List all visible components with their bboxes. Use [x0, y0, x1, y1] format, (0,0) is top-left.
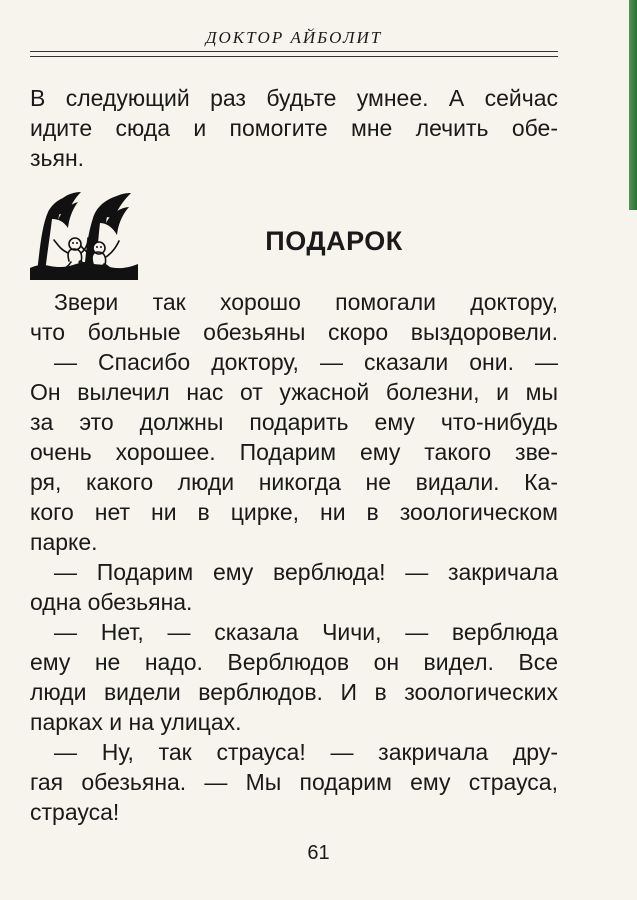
- text-line: очень хорошее. Подарим ему такого зве-: [30, 439, 558, 465]
- running-header-title: ДОКТОР АЙБОЛИТ: [205, 28, 383, 47]
- text-line: что больные обезьяны скоро выздоровели.: [30, 319, 558, 345]
- text-line: парке.: [30, 529, 98, 555]
- text-line: ему не надо. Верблюдов он видел. Все: [30, 649, 558, 675]
- header-rule-top: [30, 51, 558, 52]
- text-line: идите сюда и помогите мне лечить обе-: [30, 115, 558, 141]
- text-line: — Подарим ему верблюда! — закричала: [54, 559, 558, 585]
- green-page-edge: [629, 0, 637, 210]
- story-text: [30, 287, 558, 827]
- text-line: люди видели верблюдов. И в зоологических: [30, 679, 558, 705]
- header-rule-bottom: [30, 56, 558, 57]
- text-line: гая обезьяна. — Мы подарим ему страуса,: [30, 769, 558, 795]
- text-line: — Ну, так страуса! — закричала дру-: [54, 739, 558, 765]
- text-line: парках и на улицах.: [30, 709, 242, 735]
- text-line: ря, какого люди никогда не видали. Ка-: [30, 469, 558, 495]
- text-line: зьян.: [30, 145, 85, 171]
- text-line: В следующий раз будьте умнее. А сейчас: [30, 85, 558, 111]
- text-line: страуса!: [30, 799, 120, 825]
- text-line: одна обезьяна.: [30, 589, 193, 615]
- text-line: кого нет ни в цирке, ни в зоологическом: [30, 499, 558, 525]
- monkeys-under-palms-illustration: [30, 188, 138, 280]
- text-line: — Спасибо доктору, — сказали они. —: [54, 349, 558, 375]
- text-line: за это должны подарить ему что-нибудь: [30, 409, 558, 435]
- text-line: Звери так хорошо помогали доктору,: [54, 289, 558, 315]
- running-header: [30, 28, 558, 66]
- page-number: 61: [307, 842, 330, 864]
- text-line: Он вылечил нас от ужасной болезни, и мы: [30, 379, 558, 405]
- intro-paragraph: [30, 83, 558, 173]
- section-title: ПОДАРОК: [265, 226, 403, 256]
- text-line: — Нет, — сказала Чичи, — верблюда: [54, 619, 558, 645]
